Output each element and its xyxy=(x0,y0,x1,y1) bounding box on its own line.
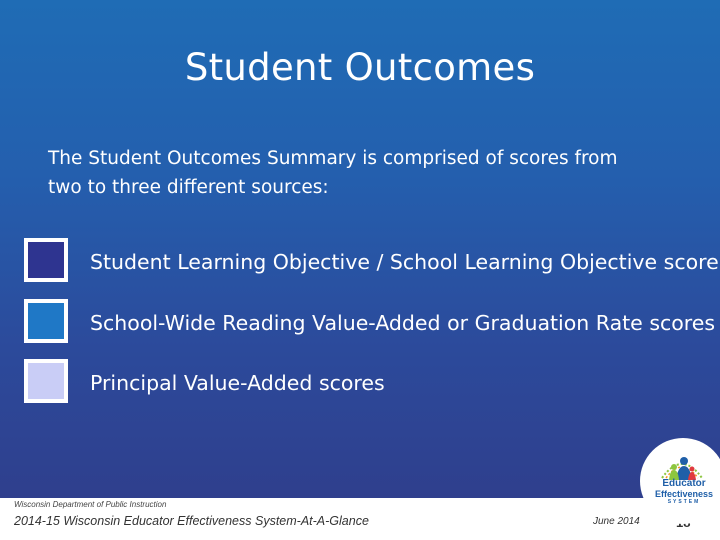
intro-line-1: The Student Outcomes Summary is comprised of scores from xyxy=(48,148,618,169)
source-item-reading xyxy=(22,299,720,355)
logo-line-2: Effectiveness xyxy=(654,489,714,499)
slide-title: Student Outcomes xyxy=(184,46,536,89)
footer-date: June 2014 xyxy=(593,516,640,527)
intro-line-2: two to three different sources: xyxy=(48,177,329,198)
logo-line-1: Educator xyxy=(662,478,706,489)
logo-line-3: SYSTEM xyxy=(667,499,701,505)
source-item-label: Student Learning Objective / School Learning Objective score xyxy=(90,250,719,274)
square-bullet-icon xyxy=(24,299,68,343)
square-bullet-icon xyxy=(24,238,68,282)
source-item-principal xyxy=(22,359,720,415)
intro-text xyxy=(48,144,668,202)
logo-wordmark xyxy=(650,479,718,506)
footer-title: 2014-15 Wisconsin Educator Effectiveness System-At-A-Glance xyxy=(14,514,369,528)
source-item-slo xyxy=(22,238,720,294)
source-item-label: Principal Value-Added scores xyxy=(90,371,385,395)
square-bullet-icon xyxy=(24,359,68,403)
footer-department: Wisconsin Department of Public Instruction xyxy=(14,500,167,509)
source-item-label: School-Wide Reading Value-Added or Graduation Rate scores xyxy=(90,311,716,335)
